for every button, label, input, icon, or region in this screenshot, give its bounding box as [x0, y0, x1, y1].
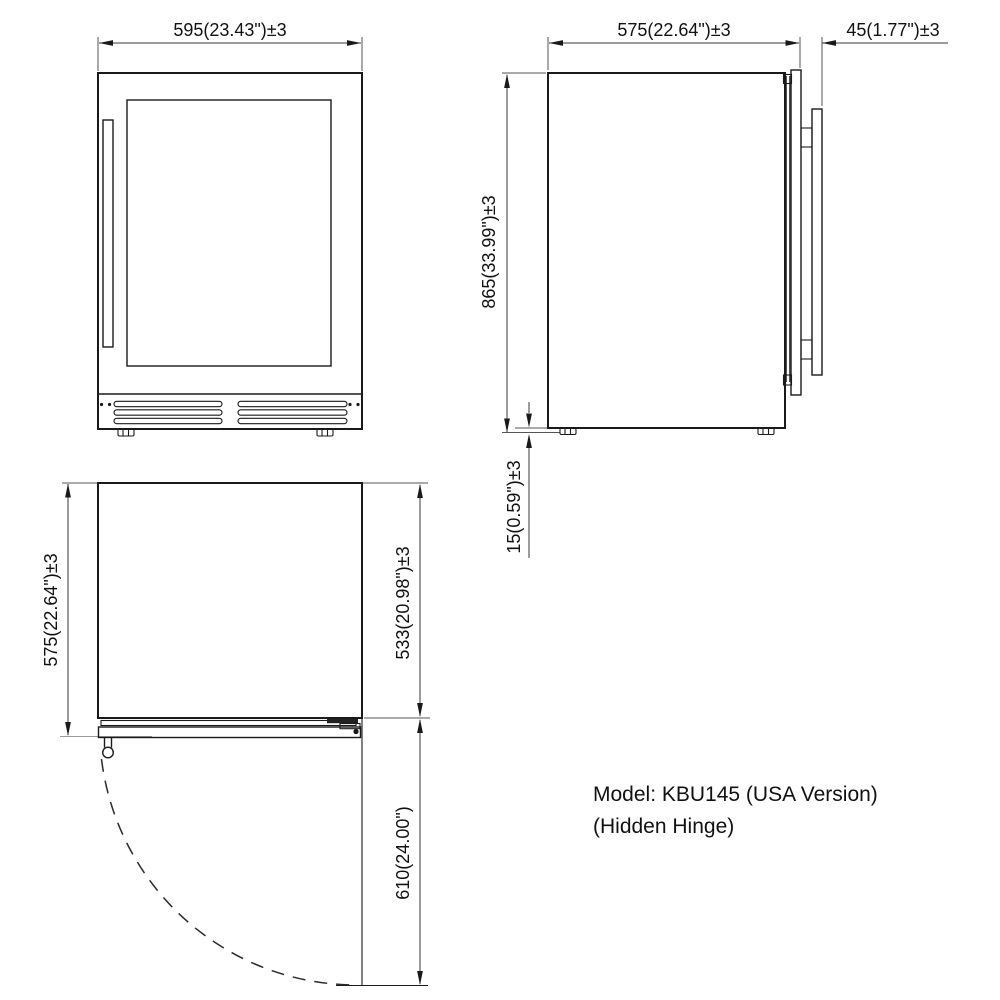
- top-cabinet-depth-dimension: [362, 483, 430, 718]
- front-view: [98, 20, 362, 436]
- front-glass-door: [127, 100, 331, 366]
- side-depth-label: 575(22.64")±3: [617, 20, 731, 40]
- front-left-foot: [118, 429, 134, 436]
- side-cabinet-outline: [548, 73, 785, 428]
- top-door-swing-dimension: [336, 719, 428, 986]
- model-note-line2: (Hidden Hinge): [593, 815, 735, 838]
- front-right-foot: [317, 429, 333, 436]
- side-handle: [801, 109, 822, 375]
- front-vent-grille: [100, 401, 360, 423]
- side-foot-height-label: 15(0.59")±3: [504, 460, 524, 554]
- side-height-label: 865(33.99")±3: [479, 195, 499, 309]
- front-cabinet-outline: [98, 73, 362, 429]
- side-depth-dimension: [548, 20, 800, 70]
- front-width-label: 595(23.43")±3: [173, 20, 287, 40]
- top-overall-depth-label: 575(22.64")±3: [41, 553, 61, 667]
- top-handle: [103, 738, 114, 758]
- top-door-swing-label: 610(24.00"): [393, 806, 413, 900]
- side-door-edge: [784, 70, 802, 395]
- top-overall-depth-dimension: [41, 483, 152, 737]
- top-cabinet-depth-label: 533(20.98")±3: [393, 546, 413, 660]
- front-door-handle: [103, 120, 113, 347]
- hinge-pivot-dot: [353, 729, 358, 734]
- door-swing-arc: [102, 759, 358, 985]
- model-note-line1: Model: KBU145 (USA Version): [593, 783, 878, 806]
- side-foot-height-dimension: [504, 402, 547, 558]
- model-note: [593, 783, 878, 838]
- side-handle-depth-label: 45(1.77")±3: [846, 20, 940, 40]
- front-width-dimension: [98, 20, 362, 71]
- top-cabinet-outline: [98, 483, 362, 718]
- side-handle-depth-dimension: [822, 20, 948, 106]
- top-door: [99, 721, 361, 738]
- side-view: [479, 20, 948, 558]
- top-view: [41, 483, 430, 986]
